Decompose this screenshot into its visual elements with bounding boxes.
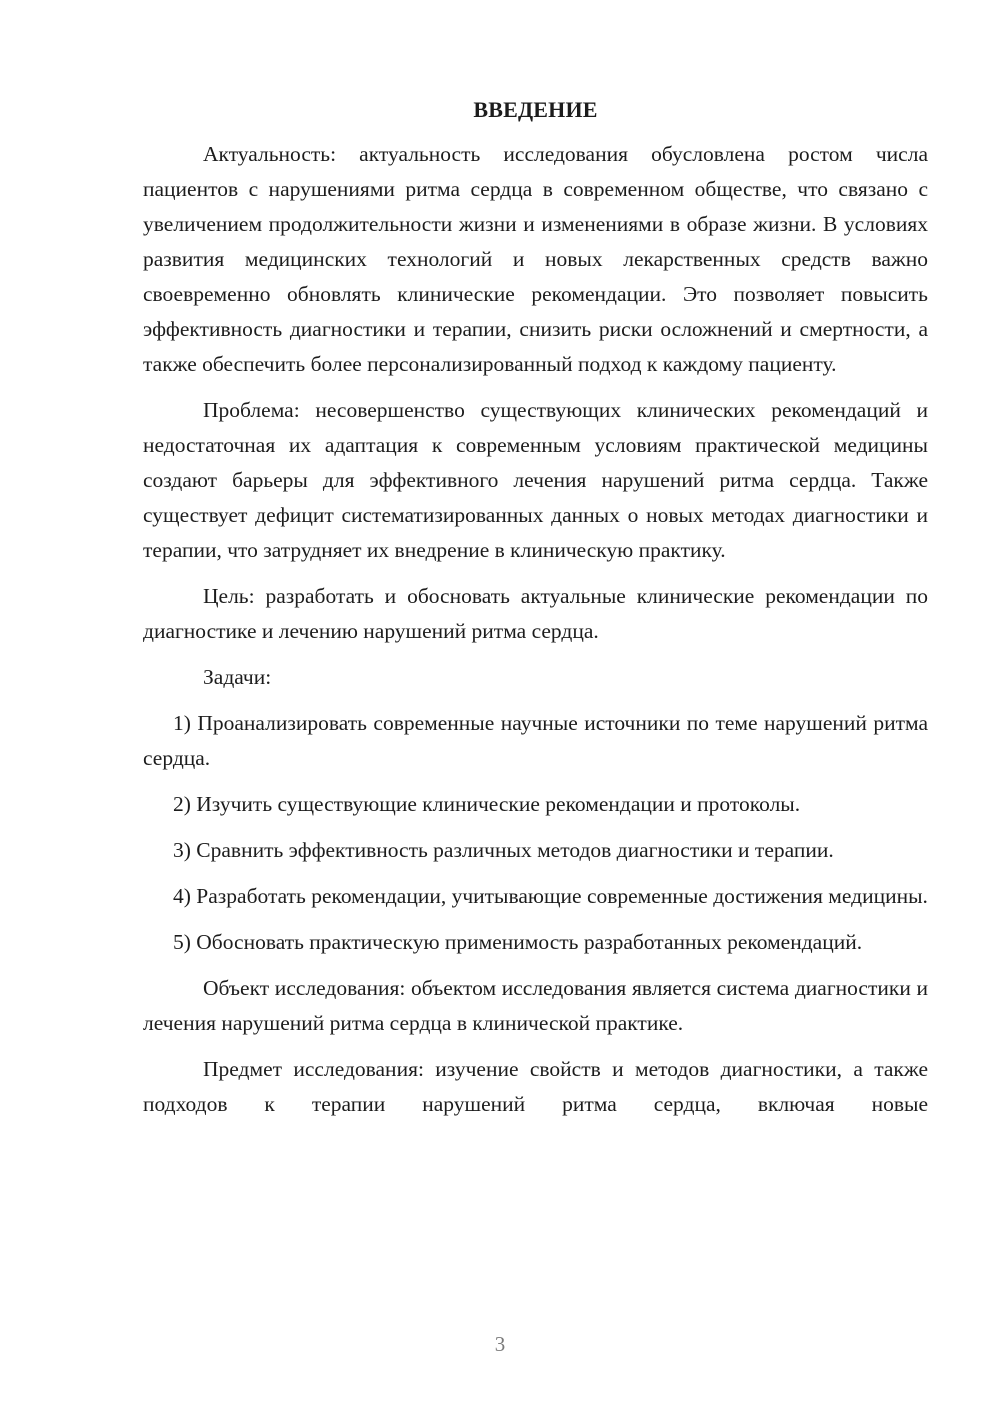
goal-paragraph: Цель: разработать и обосновать актуальные клинические рекомендации по диагностике и лечению нарушений ритма сердца. [143, 584, 928, 643]
problem-paragraph: Проблема: несовершенство существующих клинических рекомендаций и недостаточная их адаптация к современным условиям практической медицины создают барьеры для эффективного лечения нарушений ритма сердца. Также существует дефицит систематизированных данных о новых методах диагностики и терапии, что затрудняет их внедрение в клиническую практику. [143, 398, 928, 562]
task-item-3: 3) Сравнить эффективность различных методов диагностики и терапии. [173, 838, 834, 862]
task-item-1: 1) Проанализировать современные научные источники по теме нарушений ритма сердца. [143, 711, 928, 770]
subject-paragraph: Предмет исследования: изучение свойств и методов диагностики, а также подходов к терапии нарушений ритма сердца, включая новые [143, 1057, 928, 1116]
object-paragraph: Объект исследования: объектом исследования является система диагностики и лечения нарушений ритма сердца в клинической практике. [143, 976, 928, 1035]
document-page [143, 92, 928, 1122]
page-number: 3 [494, 1332, 506, 1356]
section-heading: ВВЕДЕНИЕ [473, 97, 598, 122]
task-item-2: 2) Изучить существующие клинические рекомендации и протоколы. [173, 792, 801, 816]
task-item-4: 4) Разработать рекомендации, учитывающие современные достижения медицины. [173, 884, 928, 908]
task-item-5: 5) Обосновать практическую применимость разработанных рекомендаций. [173, 930, 863, 954]
relevance-paragraph: Актуальность: актуальность исследования обусловлена ростом числа пациентов с нарушениями ритма сердца в современном обществе, что связано с увеличением продолжительности жизни и изменениями в образе жизни. В условиях развития медицинских технологий и новых лекарственных средств важно своевременно обновлять клинические рекомендации. Это позволяет повысить эффективность диагностики и терапии, снизить риски осложнений и смертности, а также обеспечить более персонализированный подход к каждому пациенту. [143, 142, 928, 376]
tasks-label: Задачи: [203, 665, 272, 689]
